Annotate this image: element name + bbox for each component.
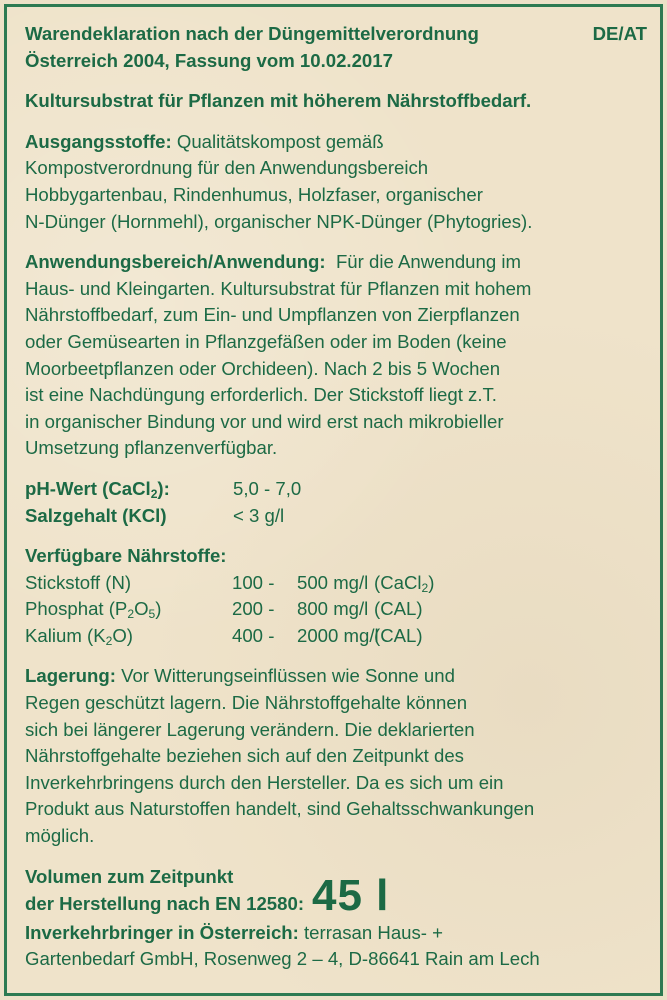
lagerung-line6: Produkt aus Naturstoffen handelt, sind Gehaltsschwankungen bbox=[25, 798, 535, 820]
nutrients-label: Verfügbare Nährstoffe: bbox=[25, 545, 227, 567]
declaration-content bbox=[25, 21, 651, 973]
anwendung-line6: ist eine Nachdüngung erforderlich. Der Stickstoff liegt z.T. bbox=[25, 384, 497, 406]
ph-value: 5,0 - 7,0 bbox=[233, 477, 302, 499]
salt-label: Salzgehalt (KCl) bbox=[25, 504, 167, 526]
lagerung-section bbox=[25, 663, 651, 849]
phosphate-min: 200 - bbox=[232, 598, 275, 620]
header-title-line1: Warendeklaration nach der Düngemittelverordnung bbox=[25, 23, 479, 44]
lagerung-label: Lagerung: bbox=[25, 665, 116, 687]
nutrient-row-nitrogen bbox=[25, 570, 651, 597]
anwendung-line3: Nährstoffbedarf, zum Ein- und Umpflanzen von Zierpflanzen bbox=[25, 304, 520, 326]
anwendung-line2: Haus- und Kleingarten. Kultursubstrat für Pflanzen mit hohem bbox=[25, 277, 532, 299]
lagerung-line5: Inverkehrbringens durch den Hersteller. Da es sich um ein bbox=[25, 771, 504, 793]
nitrogen-min: 100 - bbox=[232, 571, 275, 593]
anwendung-section bbox=[25, 249, 651, 462]
ausgangsstoffe-line1: Qualitätskompost gemäß bbox=[176, 130, 384, 152]
header-title-line2: Österreich 2004, Fassung vom 10.02.2017 bbox=[25, 49, 393, 71]
country-code: DE/AT bbox=[592, 23, 647, 44]
nutrient-row-phosphate bbox=[25, 596, 651, 623]
product-type: Kultursubstrat für Pflanzen mit höherem Nährstoffbedarf. bbox=[25, 90, 532, 112]
header-row bbox=[25, 21, 651, 48]
nutrient-row-potassium bbox=[25, 623, 651, 650]
ausgangsstoffe-section bbox=[25, 129, 651, 235]
nutrients-section bbox=[25, 543, 651, 649]
ausgangsstoffe-line3: Hobbygartenbau, Rindenhumus, Holzfaser, organischer bbox=[25, 183, 483, 205]
lagerung-line1: Vor Witterungseinflüssen wie Sonne und bbox=[121, 665, 455, 687]
ph-row bbox=[25, 476, 651, 503]
potassium-max: 2000 mg/l bbox=[297, 624, 379, 646]
phosphate-max: 800 mg/l bbox=[297, 598, 369, 620]
lagerung-line4: Nährstoffgehalte beziehen sich auf den Zeitpunkt des bbox=[25, 745, 464, 767]
volume-label-line2: der Herstellung nach EN 12580: bbox=[25, 892, 305, 914]
properties-section bbox=[25, 476, 651, 529]
potassium-method: (CAL) bbox=[374, 624, 423, 646]
volume-label bbox=[25, 864, 304, 917]
volume-value: 45 l bbox=[312, 870, 390, 920]
anwendung-line4: oder Gemüsearten in Pflanzgefäßen oder im Boden (keine bbox=[25, 330, 507, 352]
nitrogen-max: 500 mg/l bbox=[297, 571, 369, 593]
distributor-line2: Gartenbedarf GmbH, Rosenweg 2 – 4, D-86641 Rain am Lech bbox=[25, 948, 540, 970]
ausgangsstoffe-line2: Kompostverordnung für den Anwendungsbereich bbox=[25, 157, 429, 179]
anwendung-line8: Umsetzung pflanzenverfügbar. bbox=[25, 437, 278, 459]
label-frame bbox=[4, 4, 663, 996]
phosphate-method: (CAL) bbox=[374, 598, 423, 620]
nitrogen-method: (CaCl$_2$) bbox=[374, 571, 435, 595]
ausgangsstoffe-label: Ausgangsstoffe: bbox=[25, 130, 172, 152]
volume-section bbox=[25, 864, 651, 918]
anwendung-label: Anwendungsbereich/Anwendung: bbox=[25, 251, 326, 273]
potassium-label: Kalium $(K_2O)$ bbox=[25, 624, 133, 648]
distributor-label: Inverkehrbringer in Österreich: bbox=[25, 921, 299, 943]
phosphate-label: Phosphat $(P_2O_5)$ bbox=[25, 598, 162, 622]
ph-label: pH-Wert (CaCl$_2$): bbox=[25, 477, 170, 501]
anwendung-line7: in organischer Bindung vor und wird erst nach mikrobieller bbox=[25, 410, 504, 432]
salt-row bbox=[25, 503, 651, 530]
volume-label-line1: Volumen zum Zeitpunkt bbox=[25, 866, 234, 888]
nitrogen-label: Stickstoff (N) bbox=[25, 571, 132, 593]
lagerung-line3: sich bei längerer Lagerung verändern. Die deklarierten bbox=[25, 718, 475, 740]
anwendung-line5: Moorbeetpflanzen oder Orchideen). Nach 2 bis 5 Wochen bbox=[25, 357, 501, 379]
potassium-min: 400 - bbox=[232, 624, 275, 646]
distributor-line1: terrasan Haus- + bbox=[304, 921, 444, 943]
lagerung-line7: möglich. bbox=[25, 825, 95, 847]
ausgangsstoffe-line4: N-Dünger (Hornmehl), organischer NPK-Dünger (Phytogries). bbox=[25, 210, 533, 232]
lagerung-line2: Regen geschützt lagern. Die Nährstoffgehalte können bbox=[25, 692, 468, 714]
salt-value: < 3 g/l bbox=[233, 504, 285, 526]
distributor-section bbox=[25, 920, 651, 973]
anwendung-line1: Für die Anwendung im bbox=[335, 251, 521, 273]
